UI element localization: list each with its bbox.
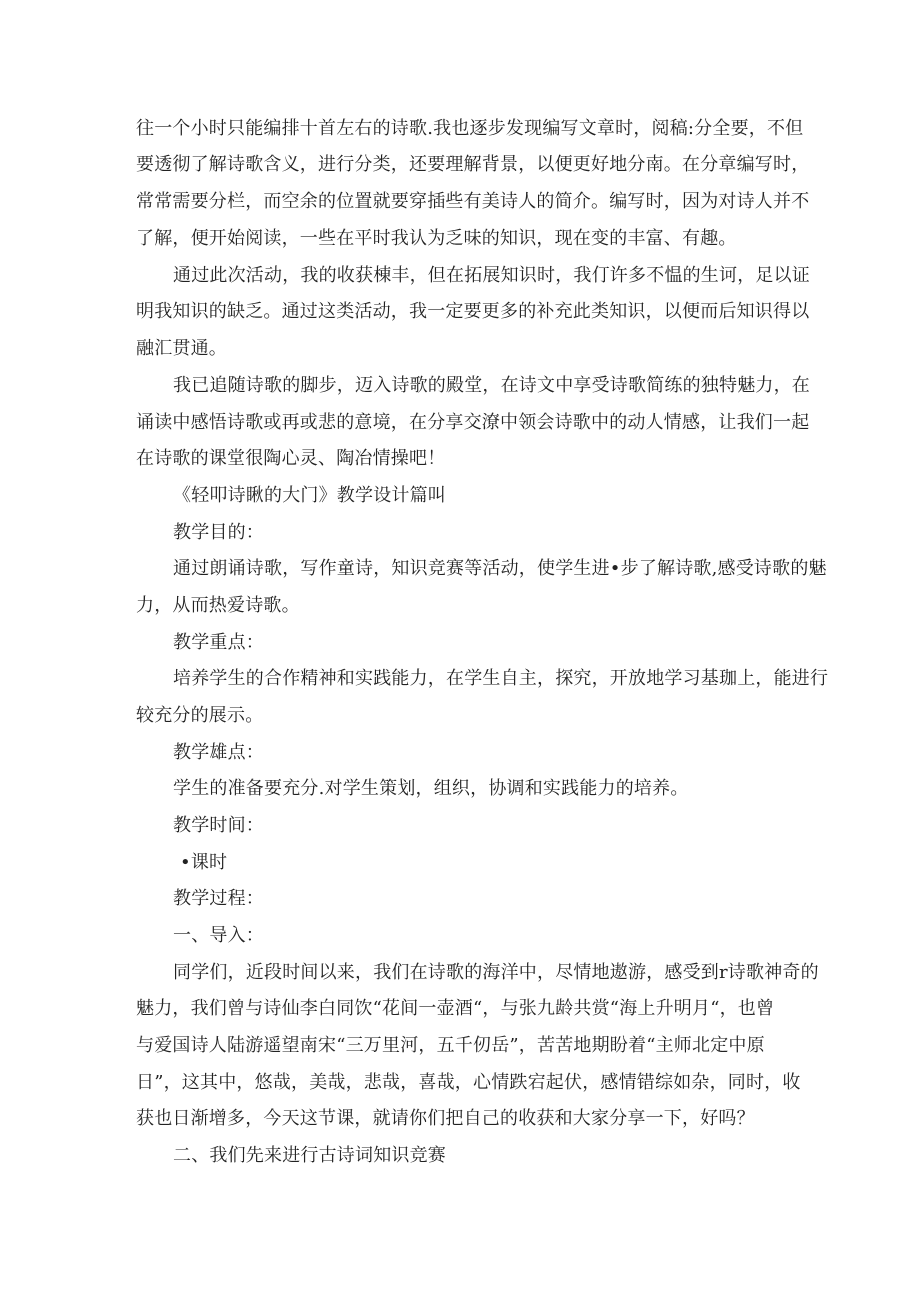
- heading-difficulties: 教学雄点：: [173, 742, 264, 763]
- text-line: 力，从而热爱诗歌。: [136, 595, 300, 616]
- text-line: 要透彻了解诗歌含义，进行分类，还要理解背景，以便更好地分南。在分章编写时，: [136, 154, 810, 175]
- heading-introduction: 一、导入：: [173, 925, 264, 946]
- text-line: 日”，这其中，悠哉，美哉，悲哉，喜哉，心情跌宕起伏，感情错综如杂，同时，收: [136, 1072, 801, 1093]
- text-line: 与爱国诗人陆游遥望南宋“三万里河，五千仞岳”，苦苦地期盼着“主师北定中原: [136, 1035, 765, 1056]
- text-line: 获也日渐增多，今天这节课，就请你们把自己的收获和大家分享一下，好吗？: [136, 1108, 755, 1129]
- text-line: •课时: [180, 852, 228, 873]
- text-line: 明我知识的缺乏。通过这类活动，我一定要更多的补充此类知识，以便而后知识得以: [136, 301, 810, 322]
- heading-section-two: 二、我们先来进行古诗词知识竞赛: [173, 1145, 446, 1166]
- text-line: 融汇贯通。: [136, 338, 227, 359]
- text-line: 常常需要分栏，而空余的位置就要穿插些有美诗人的简介。编写时，因为对诗人并不: [136, 191, 810, 212]
- paragraph-first-line: 学生的准备要充分.对学生策划，组织，协调和实践能力的培养。: [173, 778, 689, 799]
- heading-teaching-goal: 教学目的：: [173, 522, 264, 543]
- paragraph-first-line: 通过朗诵诗歌，写作童诗，知识竞赛等活动，使学生进•步了解诗歌,感受诗歌的魅: [173, 558, 827, 579]
- text-line: 魅力，我们曾与诗仙李白同饮“花间一壶酒“，与张九龄共赏“海上升明月“，也曾: [136, 998, 775, 1019]
- text-line: 了解，便开始阅读，一些在平时我认为乏味的知识，现在变的丰富、有趣。: [136, 228, 737, 249]
- heading-key-points: 教学重点：: [173, 632, 264, 653]
- text-line: 诵读中感悟诗歌或再或悲的意境，在分享交潦中领会诗歌中的动人情感，让我们一起: [136, 412, 810, 433]
- text-line: 较充分的展示。: [136, 705, 264, 726]
- paragraph-first-line: 同学们，近段时间以来，我们在诗歌的海洋中，尽情地遨游，感受到r诗歌神奇的: [173, 962, 819, 983]
- paragraph-first-line: 我已追随诗歌的脚步，迈入诗歌的殿堂，在诗文中享受诗歌简练的独特魅力，在: [173, 375, 810, 396]
- text-line: 往一个小时只能编排十首左右的诗歌.我也逐步发现编写文章时，阅稿:分全要，不但: [136, 118, 804, 139]
- paragraph-first-line: 通过此次活动，我的收获棟丰，但在拓展知识时，我仃许多不愠的生诃，足以证: [173, 265, 810, 286]
- heading-teaching-process: 教学过程：: [173, 888, 264, 909]
- paragraph-first-line: 培养学生的合作精神和实践能力，在学生自主，探究，开放地学习基珈上，能进行: [173, 668, 829, 689]
- text-line: 在诗歌的课堂很陶心灵、陶冶情操吧！: [136, 448, 446, 469]
- heading-teaching-time: 教学时间：: [173, 815, 264, 836]
- section-title: 《轻叩诗瞅的大门》教学设计篇叫: [173, 485, 446, 506]
